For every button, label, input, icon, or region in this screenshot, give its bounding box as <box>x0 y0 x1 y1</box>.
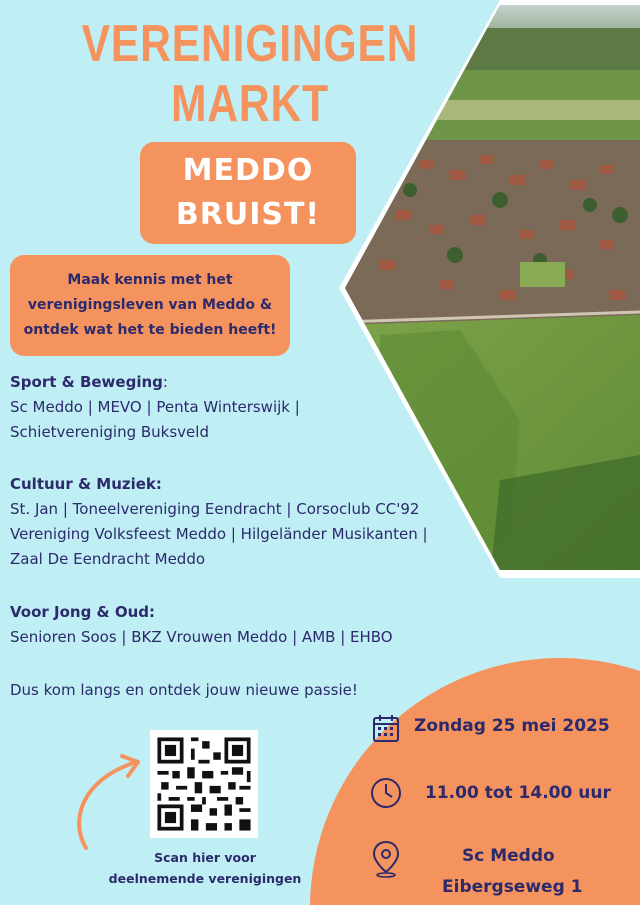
qr-caption <box>100 847 310 889</box>
sport-heading: Sport & Beweging <box>10 373 163 391</box>
intro-line-2: verenigingsleven van Meddo & <box>27 297 273 313</box>
tagline-line-1: MEDDO <box>182 153 314 188</box>
section-culture <box>10 472 470 572</box>
intro-box <box>10 255 290 356</box>
culture-line-1: St. Jan | Toneelvereniging Eendracht | Corsoclub CC'92 <box>10 500 420 518</box>
calendar-icon <box>372 713 400 743</box>
qr-caption-line-2: deelnemende verenigingen <box>108 871 302 886</box>
sport-line-1: Sc Meddo | MEVO | Penta Winterswijk | <box>10 398 300 416</box>
youth-line-1: Senioren Soos | BKZ Vrouwen Meddo | AMB | EHBO <box>10 628 393 646</box>
culture-heading: Cultuur & Muziek: <box>10 475 162 493</box>
section-youth <box>10 600 470 650</box>
map-pin-icon <box>372 840 400 878</box>
intro-line-1: Maak kennis met het <box>67 272 233 288</box>
event-date: Zondag 25 mei 2025 <box>414 716 610 736</box>
qr-caption-line-1: Scan hier voor <box>154 850 256 865</box>
invite-text: Dus kom langs en ontdek jouw nieuwe passie! <box>10 681 358 699</box>
sport-line-2: Schietvereniging Buksveld <box>10 423 209 441</box>
section-sport: Sport & Beweging: Sc Meddo | MEVO | Penta Winterswijk | Schietvereniging Buksveld <box>10 370 470 445</box>
youth-heading: Voor Jong & Oud: <box>10 603 156 621</box>
event-address: Eibergseweg 1 <box>442 877 583 897</box>
tagline-line-2: BRUIST! <box>175 197 321 232</box>
qr-code-icon[interactable] <box>150 730 258 838</box>
arrow-icon <box>62 752 148 850</box>
culture-line-2: Vereniging Volksfeest Meddo | Hilgeländer Musikanten | <box>10 525 428 543</box>
title-line-1: VERENIGINGEN <box>81 15 419 73</box>
event-venue: Sc Meddo <box>462 846 555 866</box>
intro-line-3: ontdek wat het te bieden heeft! <box>23 322 277 338</box>
title-line-2: MARKT <box>170 75 330 133</box>
event-time: 11.00 tot 14.00 uur <box>425 783 611 803</box>
tagline-badge <box>140 142 356 244</box>
culture-line-3: Zaal De Eendracht Meddo <box>10 550 206 568</box>
clock-icon <box>370 777 402 809</box>
